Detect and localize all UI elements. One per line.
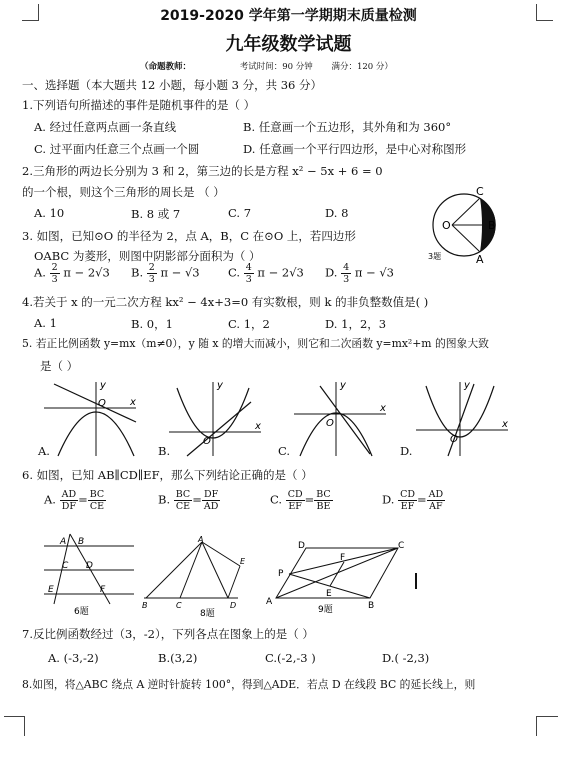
setter-label: （命题教师：	[140, 62, 192, 72]
q5d-y-label: y	[464, 380, 470, 391]
q3-d-fraction	[341, 262, 351, 285]
q3-b-num: 2	[148, 262, 155, 273]
q6-option-d	[382, 489, 445, 512]
fig6-pt-a: A	[60, 537, 67, 547]
q6-c-den1: EF	[288, 501, 302, 512]
q2-option-a: A. 10	[34, 206, 65, 220]
q5b-x-label: x	[255, 421, 261, 432]
q1-option-a: A. 经过任意两点画一条直线	[34, 120, 177, 134]
q1-option-d: D. 任意画一个平行四边形，是中心对称图形	[243, 142, 467, 156]
q3-d-rest: π − √3	[354, 265, 394, 280]
q6-d-num1: CD	[400, 489, 416, 500]
fig8-side-ab	[146, 542, 202, 598]
q5d-line	[448, 384, 474, 456]
q3-option-a	[34, 262, 110, 285]
q5a-y-label: y	[100, 380, 106, 391]
q5c-origin: O	[326, 418, 334, 429]
fig8-pt-b: B	[142, 601, 148, 610]
q6-a-frac1	[60, 489, 78, 512]
q5-graph-d	[412, 378, 512, 458]
fig9	[264, 536, 414, 616]
fig6	[40, 530, 136, 618]
q8-stem: 8.如图，将△ABC 绕点 A 逆时针旋转 100°，得到△ADE．若点 D 在线段 BC 的延长线上，则	[22, 678, 476, 691]
q6-d-den2: AF	[429, 501, 443, 512]
q3-figure	[424, 183, 510, 265]
q3-a-den: 3	[51, 274, 58, 285]
fig9-seg-ef	[330, 562, 344, 586]
q5c-x-label: x	[380, 403, 386, 414]
q6-c-frac2	[314, 489, 332, 512]
q6-a-num2: BC	[89, 489, 105, 500]
q7-option-a: A. (-3,-2)	[48, 651, 99, 665]
full-score: 满分：120 分）	[331, 62, 393, 72]
q3-point-a: A	[476, 253, 484, 265]
q6-b-frac1	[174, 489, 192, 512]
q6-d-letter: D.	[382, 492, 395, 507]
q3-b-rest: π − √3	[160, 265, 200, 280]
exam-time: 考试时间：90 分钟	[239, 62, 313, 72]
q5a-line	[54, 384, 136, 422]
crop-mark-bottom-left	[4, 716, 24, 733]
q3-a-num: 2	[51, 262, 58, 273]
q3-c-fraction	[244, 262, 254, 285]
q3-a-fraction	[50, 262, 60, 285]
q6-option-a	[44, 489, 106, 512]
q3-c-letter: C.	[228, 265, 241, 280]
q3-b-fraction	[147, 262, 157, 285]
fig9-pt-a: A	[266, 597, 273, 607]
q6-a-frac2	[88, 489, 106, 512]
q6-c-letter: C.	[270, 492, 283, 507]
q6-b-num2: DF	[202, 489, 220, 501]
q3-point-o: O	[442, 219, 451, 232]
q1-stem: 1.下列语句所描述的事件是随机事件的是（ ）	[22, 98, 256, 112]
q6-option-b	[158, 489, 220, 512]
fig8-pt-e: E	[240, 557, 246, 566]
q7-stem: 7.反比例函数经过（3，-2），下列各点在图象上的是（ ）	[22, 627, 314, 641]
q6-b-eq: =	[192, 492, 202, 507]
q4-option-a: A. 1	[34, 316, 57, 330]
fig8-side-ac	[180, 542, 202, 598]
q3-c-num: 4	[245, 262, 252, 273]
q5a-origin: O	[98, 398, 106, 409]
q5-stem-cont: 是（ ）	[40, 359, 79, 373]
fig6-pt-c: C	[62, 561, 69, 571]
fig8-side-de	[228, 566, 240, 598]
q5c-y-label: y	[340, 380, 346, 391]
q6-d-frac1	[398, 489, 417, 512]
q1-option-c: C. 过平面内任意三个点画一个圆	[34, 142, 200, 156]
q4-option-d: D. 1，2，3	[325, 317, 387, 331]
fig8	[142, 536, 250, 618]
q5-option-d: D.	[400, 444, 413, 458]
fig8-pt-c: C	[176, 601, 182, 610]
q3-d-letter: D.	[325, 265, 338, 280]
q6-c-den2: BE	[316, 501, 331, 512]
q3-point-b: B	[488, 219, 496, 232]
fig6-pt-f: F	[100, 585, 106, 595]
q1-option-b: B. 任意画一个五边形，其外角和为 360°	[243, 120, 452, 134]
exam-subtitle: 九年级数学试题	[225, 34, 352, 55]
q2-stem: 2.三角形的两边长分别为 3 和 2，第三边的长是方程 x² − 5x + 6 = 0	[22, 164, 383, 178]
q3-side-oa	[452, 225, 480, 252]
q3-option-c	[228, 262, 304, 285]
q5-option-c: C.	[278, 444, 291, 458]
q6-d-den1: EF	[400, 501, 415, 512]
text-cursor	[415, 573, 417, 589]
q3-side-oc	[452, 198, 480, 225]
q5-graph-b	[165, 378, 265, 458]
q5-option-a: A.	[38, 444, 50, 458]
q6-d-eq: =	[417, 492, 427, 507]
fig9-pt-e: E	[326, 589, 332, 599]
q5b-y-label: y	[217, 380, 223, 391]
crop-mark-bottom-left-v	[24, 716, 41, 736]
q6-a-letter: A.	[44, 492, 56, 507]
q4-stem: 4.若关于 x 的一元二次方程 kx² − 4x+3=0 有实数根，则 k 的非负整数值是( )	[22, 295, 429, 309]
q6-b-den2: AD	[203, 501, 219, 512]
fig8-pt-a: A	[198, 536, 204, 544]
q6-c-num1: CD	[287, 489, 303, 500]
q5a-x-label: x	[130, 397, 136, 408]
fig8-pt-d: D	[230, 601, 237, 610]
q3-d-num: 4	[343, 262, 350, 273]
q6-d-num2: AD	[428, 489, 444, 500]
q7-option-c: C.(-2,-3 )	[265, 651, 316, 665]
fig9-pt-p: P	[278, 569, 284, 579]
exam-title: 2019-2020 学年第一学期期末质量检测	[160, 8, 417, 24]
q6-a-den2: CE	[89, 501, 105, 512]
q5-option-b: B.	[158, 444, 171, 458]
q3-stem: 3. 如图，已知⊙O 的半径为 2，点 A，B，C 在⊙O 上，若四边形	[22, 229, 356, 243]
q6-a-den1: DF	[61, 501, 76, 512]
q5-graph-a	[40, 378, 140, 458]
crop-mark-bottom-right-h	[536, 716, 558, 733]
q2-stem-cont: 的一个根，则这个三角形的周长是 （ ）	[22, 185, 225, 199]
q5d-origin: O	[450, 434, 458, 445]
fig9-label: 9题	[318, 605, 333, 615]
fig9-pt-f: F	[340, 553, 346, 563]
fig9-pt-d: D	[298, 541, 305, 551]
q5b-origin: O	[203, 436, 211, 447]
q6-stem: 6. 如图，已知 AB∥CD∥EF，那么下列结论正确的是（ ）	[22, 468, 313, 482]
q3-a-letter: A.	[34, 265, 46, 280]
q7-option-b: B.(3,2)	[158, 651, 198, 665]
q3-point-c: C	[476, 185, 484, 198]
q6-b-num1: BC	[175, 489, 191, 500]
q6-b-frac2	[202, 489, 220, 512]
q5d-x-label: x	[502, 419, 508, 430]
fig9-pt-b: B	[368, 601, 375, 611]
q6-c-frac1	[286, 489, 305, 512]
q6-option-c	[270, 489, 333, 512]
q6-a-num1: AD	[61, 489, 77, 500]
q2-option-b: B. 8 或 7	[131, 207, 181, 221]
q5-stem: 5. 若正比例函数 y=mx（m≠0），y 随 x 的增大而减小，则它和二次函数 y=mx²+m 的图象大致	[22, 337, 489, 350]
section-heading: 一、选择题（本大题共 12 小题，每小题 3 分，共 36 分）	[22, 78, 323, 92]
q6-b-letter: B.	[158, 492, 171, 507]
q3-c-rest: π − 2√3	[257, 265, 304, 280]
q3-option-b	[131, 262, 200, 285]
q4-option-c: C. 1，2	[228, 317, 270, 331]
fig6-pt-d: D	[86, 561, 93, 571]
q2-option-d: D. 8	[325, 206, 349, 220]
fig6-pt-b: B	[78, 537, 85, 547]
q3-b-den: 3	[148, 274, 155, 285]
exam-meta	[140, 60, 409, 72]
q6-c-num2: BC	[316, 489, 331, 500]
q5-graph-c	[290, 378, 390, 458]
fig6-pt-e: E	[48, 585, 54, 595]
q3-option-d	[325, 262, 394, 285]
q6-a-eq: =	[78, 492, 88, 507]
fig6-label: 6题	[74, 607, 89, 617]
q3-d-den: 3	[343, 274, 350, 285]
q3-figure-label: 3题	[428, 252, 442, 261]
q2-option-c: C. 7	[228, 206, 252, 220]
q3-c-den: 3	[245, 274, 252, 285]
q6-d-frac2	[427, 489, 445, 512]
fig8-label: 8题	[200, 609, 215, 618]
q5b-line	[187, 402, 251, 456]
q3-a-rest: π − 2√3	[63, 265, 110, 280]
q7-option-d: D.( -2,3)	[382, 651, 430, 665]
q4-option-b: B. 0，1	[131, 317, 173, 331]
fig9-pt-c: C	[398, 541, 405, 551]
q3-b-letter: B.	[131, 265, 144, 280]
q3-stem-cont: OABC 为菱形，则图中阴影部分面积为（ ）	[34, 249, 261, 263]
q6-c-eq: =	[304, 492, 315, 507]
q6-b-den1: CE	[175, 501, 191, 512]
